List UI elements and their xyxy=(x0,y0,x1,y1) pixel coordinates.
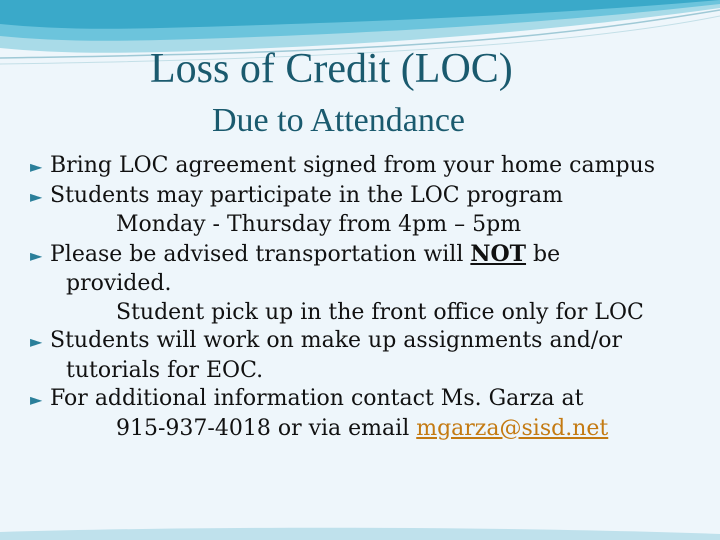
bullet-icon: ► xyxy=(30,186,43,206)
list-item xyxy=(30,152,700,182)
list-item-continuation: tutorials for EOC. xyxy=(66,357,264,383)
list-item-text: be xyxy=(526,241,561,267)
bullet-icon: ► xyxy=(30,332,43,351)
list-item-text: Students may participate in the LOC program xyxy=(50,182,563,208)
bullet-icon: ► xyxy=(30,245,43,265)
email-link[interactable]: mgarza@sisd.net xyxy=(416,415,609,441)
slide-subtitle: Due to Attendance xyxy=(212,102,466,139)
list-item xyxy=(30,327,700,357)
bullet-list xyxy=(30,152,700,443)
list-item-continuation xyxy=(30,415,700,444)
list-item-continuation: Student pick up in the front office only for LOC xyxy=(116,299,644,325)
list-item-text: Students will work on make up assignments and/or xyxy=(50,328,622,353)
bullet-icon: ► xyxy=(30,157,43,176)
list-item-text: Please be advised transportation will xyxy=(50,241,471,267)
list-item-text: For additional information contact Ms. Garza at xyxy=(50,386,584,411)
bottom-wave-decoration xyxy=(0,526,720,540)
list-item-continuation: provided. xyxy=(66,271,172,296)
phone-text: 915-937-4018 or via email xyxy=(116,415,417,441)
list-item xyxy=(30,240,700,271)
list-item xyxy=(30,182,700,212)
list-item xyxy=(30,385,700,415)
bullet-icon: ► xyxy=(30,390,43,409)
list-item-continuation: Monday - Thursday from 4pm – 5pm xyxy=(116,212,522,237)
list-item-text: Bring LOC agreement signed from your home campus xyxy=(50,153,655,178)
emphasis-not: NOT xyxy=(470,240,527,267)
slide-title: Loss of Credit (LOC) xyxy=(150,46,513,92)
